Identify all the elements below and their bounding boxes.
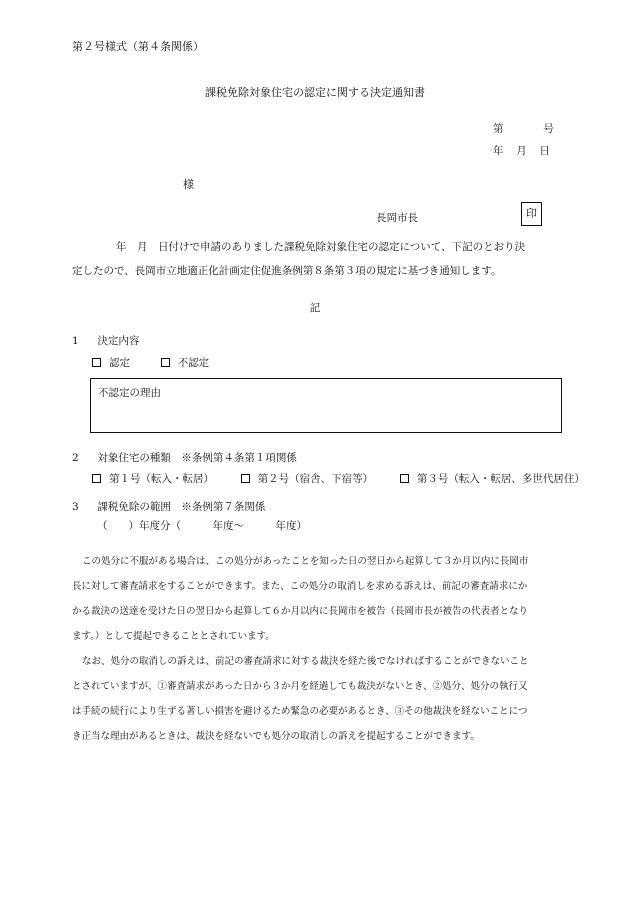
notice-line: き正当な理由があるときは、裁決を経ないでも処分の取消しの訴えを提起することができます。 bbox=[72, 731, 480, 742]
notice-line: この処分に不服がある場合は、この処分があったことを知った日の翌日から起算して３か月以内に長岡市 bbox=[82, 556, 529, 567]
section3-title: 課税免除の範囲 ※条例第７条関係 bbox=[97, 501, 266, 513]
ki-heading: 記 bbox=[309, 302, 321, 314]
date-day: 日 bbox=[539, 145, 550, 157]
section1-number: 1 bbox=[72, 335, 79, 347]
option-type-2-label: 第２号（宿舎、下宿等） bbox=[257, 473, 374, 485]
reason-label: 不認定の理由 bbox=[98, 387, 161, 399]
option-type-2[interactable] bbox=[241, 471, 374, 486]
date-month: 月 bbox=[516, 145, 527, 157]
form-id: 第２号様式（第４条関係） bbox=[72, 40, 204, 53]
option-approved-label: 認定 bbox=[109, 357, 130, 369]
seal-box: 印 bbox=[521, 202, 542, 226]
intro-paragraph bbox=[72, 235, 564, 283]
date-year: 年 bbox=[493, 145, 504, 157]
notice-line: かる裁決の送達を受けた日の翌日から起算して６か月以内に長岡市を被告（長岡市長が被告の代表者となり bbox=[72, 606, 529, 617]
option-type-3[interactable] bbox=[400, 471, 585, 486]
section1-heading bbox=[72, 333, 139, 348]
section2-number: 2 bbox=[72, 452, 79, 464]
checkbox-approved[interactable] bbox=[92, 358, 101, 367]
intro-line: 年 月 日付けで申請のありました課税免除対象住宅の認定について、下記のとおり決 bbox=[116, 241, 526, 253]
tax-year-range: （ ）年度分（ 年度～ 年度） bbox=[97, 520, 307, 532]
option-type-3-label: 第３号（転入・転居、多世代居住） bbox=[416, 473, 585, 485]
issuer: 長岡市長 bbox=[376, 212, 418, 224]
number-go: 号 bbox=[543, 123, 554, 135]
addressee: 様 bbox=[183, 178, 194, 191]
notice-line: なお、処分の取消しの訴えは、前記の審査請求に対する裁決を経た後でなければすることができないこと bbox=[82, 656, 529, 667]
checkbox-type-3[interactable] bbox=[400, 474, 409, 483]
reason-box[interactable] bbox=[90, 378, 562, 433]
section2-title: 対象住宅の種類 ※条例第４条第１項関係 bbox=[97, 452, 297, 464]
section3-heading bbox=[72, 499, 265, 514]
appeal-notice bbox=[72, 549, 564, 749]
checkbox-type-2[interactable] bbox=[241, 474, 250, 483]
section2-heading bbox=[72, 450, 297, 465]
notice-line: とされていますが、①審査請求があった日から３か月を経過しても裁決がないとき、②処分、処分の執行又 bbox=[72, 681, 528, 692]
option-approved[interactable] bbox=[92, 355, 130, 370]
number-dai: 第 bbox=[493, 123, 504, 135]
option-type-1-label: 第１号（転入・転居） bbox=[109, 473, 214, 485]
option-type-1[interactable] bbox=[92, 471, 214, 486]
decision-options bbox=[92, 355, 209, 370]
document-number bbox=[493, 121, 554, 136]
notice-line: は手続の続行により生ずる著しい損害を避けるため緊急の必要があるとき、③その他裁決を経ないことにつ bbox=[72, 706, 528, 717]
option-not-approved-label: 不認定 bbox=[177, 357, 210, 369]
notice-line: 長に対して審査請求をすることができます。また、この処分の取消しを求める訴えは、前記の審査請求にか bbox=[72, 581, 528, 592]
section1-title: 決定内容 bbox=[97, 335, 140, 347]
intro-line: 定したので、長岡市立地適正化計画定住促進条例第８条第３項の規定に基づき通知します。 bbox=[72, 265, 502, 277]
option-not-approved[interactable] bbox=[161, 355, 210, 370]
checkbox-not-approved[interactable] bbox=[161, 358, 170, 367]
housing-type-options bbox=[92, 471, 585, 486]
section3-number: 3 bbox=[72, 501, 79, 513]
document-title: 課税免除対象住宅の認定に関する決定通知書 bbox=[205, 86, 425, 99]
notice-line: ます。）として提起できることとされています。 bbox=[72, 631, 275, 642]
checkbox-type-1[interactable] bbox=[92, 474, 101, 483]
document-date bbox=[493, 143, 550, 158]
